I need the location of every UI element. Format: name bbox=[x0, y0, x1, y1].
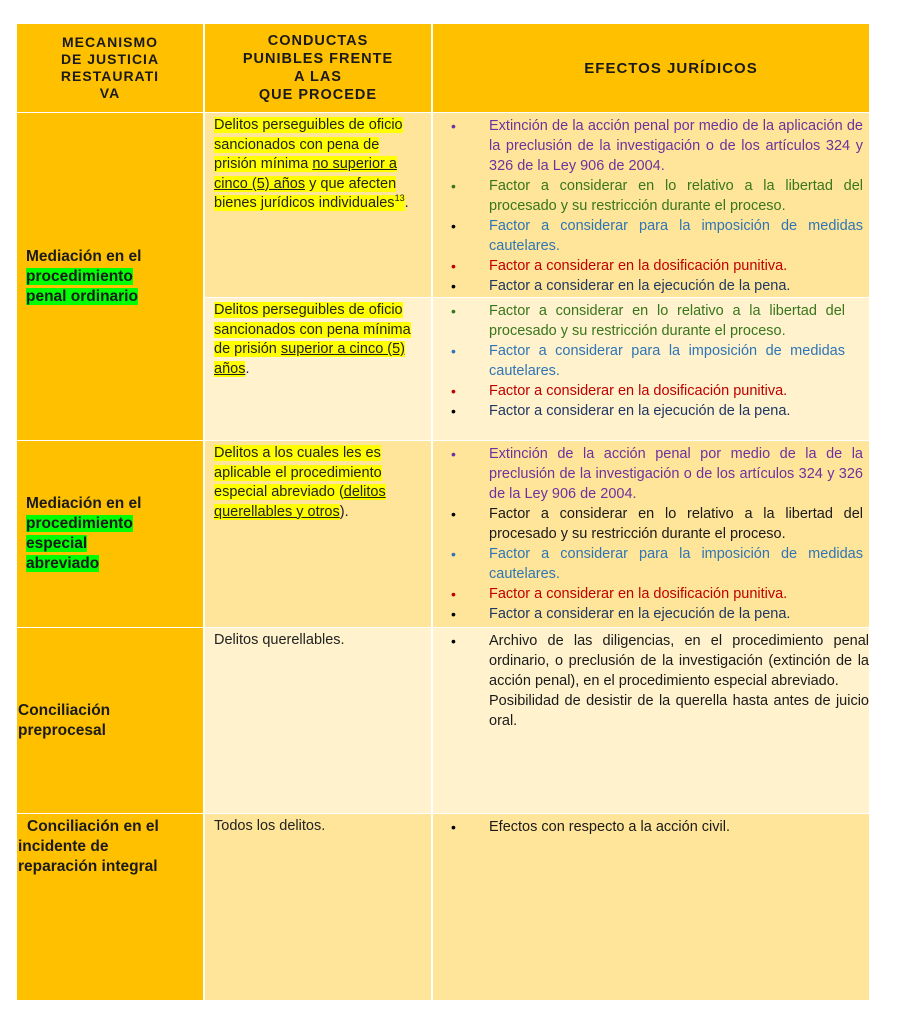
effects-list bbox=[451, 817, 863, 837]
header-conducts bbox=[205, 24, 431, 112]
mechanism-cell bbox=[17, 113, 203, 440]
footnote-ref[interactable]: 13 bbox=[394, 193, 405, 204]
effects-cell bbox=[433, 113, 869, 297]
effects-cell bbox=[433, 814, 869, 1000]
header-conducts-line: A LAS bbox=[294, 69, 342, 85]
effects-cell bbox=[433, 298, 869, 440]
effect-item: • Factor a considerar en la dosificación punitiva. bbox=[451, 586, 788, 602]
effect-item: • Archivo de las diligencias, en el procedimiento penal ordinario, o preclusión de la investigación (extinción de la acción penal), en el procedimiento especial abreviado. bbox=[451, 633, 869, 689]
effect-item: • Factor a considerar en lo relativo a la libertad del procesado y su restricción durante el proceso. bbox=[451, 506, 863, 542]
header-mechanism-line: VA bbox=[99, 85, 121, 101]
conducts-text: Todos los delitos. bbox=[214, 818, 326, 834]
bullet-icon: • bbox=[451, 258, 456, 274]
mechanism-label: Conciliación bbox=[18, 701, 111, 719]
effect-item: • Factor a considerar para la imposición de medidas cautelares. bbox=[451, 546, 863, 582]
effects-list bbox=[451, 444, 863, 624]
header-mechanism-line: DE JUSTICIA bbox=[60, 51, 160, 67]
header-mechanism-line: RESTAURATI bbox=[60, 68, 160, 84]
conducts-cell: Delitos perseguibles de oficio sancionados con pena de prisión mínima no superior a cinco (5) años y que afecten bienes jurídicos individuales$^{13}$. bbox=[205, 113, 431, 297]
header-effects: EFECTOS JURÍDICOS bbox=[433, 24, 869, 112]
bullet-icon: • bbox=[451, 633, 456, 649]
effect-item: • Factor a considerar en lo relativo a la libertad del procesado y su restricción durante el proceso. bbox=[451, 178, 863, 214]
bullet-icon: • bbox=[451, 546, 456, 562]
mechanism-label: preprocesal bbox=[18, 721, 106, 739]
bullet-icon: • bbox=[451, 303, 456, 319]
header-conducts-line: CONDUCTAS bbox=[267, 33, 369, 49]
effects-list bbox=[451, 116, 863, 296]
mechanism-label: reparación integral bbox=[18, 858, 158, 875]
mechanism-label-highlight: procedimiento bbox=[26, 267, 133, 285]
conducts-cell bbox=[205, 628, 431, 813]
conducts-text: Delitos a los cuales les es aplicable el procedimiento especial abreviado (delitos querellables y otros bbox=[214, 445, 386, 520]
effect-item: • Factor a considerar en la ejecución de la pena. bbox=[451, 403, 791, 419]
effect-item: • Factor a considerar para la imposición de medidas cautelares. bbox=[451, 343, 845, 379]
effects-cell bbox=[433, 628, 869, 813]
mechanism-cell bbox=[17, 628, 203, 813]
effect-item: • Efectos con respecto a la acción civil. bbox=[451, 819, 730, 835]
effect-item: • Extinción de la acción penal por medio de la de la preclusión de la investigación o de los artículos 324 y 326 de la Ley 906 de 2004. bbox=[451, 446, 863, 502]
effect-item: • Factor a considerar en la ejecución de la pena. bbox=[451, 278, 791, 294]
mechanism-label: incidente de bbox=[18, 838, 109, 855]
bullet-icon: • bbox=[451, 403, 456, 419]
effects-list bbox=[451, 301, 845, 421]
bullet-icon: • bbox=[451, 506, 456, 522]
header-conducts-line: PUNIBLES FRENTE bbox=[242, 51, 394, 67]
header-conducts-line: QUE PROCEDE bbox=[258, 87, 378, 103]
bullet-icon: • bbox=[451, 218, 456, 234]
mechanism-label: Mediación en el bbox=[26, 247, 142, 265]
bullet-icon: • bbox=[451, 446, 456, 462]
bullet-icon: • bbox=[451, 278, 456, 294]
bullet-icon: • bbox=[451, 383, 456, 399]
bullet-icon: • bbox=[451, 118, 456, 134]
effect-item: • Extinción de la acción penal por medio de la aplicación de la preclusión de la investigación o de los artículos 324 y 326 de la Ley 906 de 2004. bbox=[451, 118, 863, 174]
bullet-icon: • bbox=[451, 819, 456, 835]
conducts-text: Delitos querellables. bbox=[214, 632, 345, 648]
effect-item: • Factor a considerar en lo relativo a la libertad del procesado y su restricción durante el proceso. bbox=[451, 303, 845, 339]
conducts-text: Delitos perseguibles de oficio sancionados con pena de prisión mínima no superior a cinco (5) años y que afecten bienes jurídicos individuales$^{13}$ bbox=[214, 117, 405, 211]
conducts-text: Delitos perseguibles de oficio sancionados con pena mínima de prisión superior a cinco (5) años bbox=[214, 302, 411, 377]
mechanism-cell bbox=[17, 814, 203, 1000]
effects-list bbox=[451, 631, 869, 691]
mechanism-label: Mediación en el bbox=[26, 495, 142, 512]
mechanism-label-highlight: procedimiento bbox=[26, 515, 133, 532]
conducts-cell: Delitos a los cuales les es aplicable el procedimiento especial abreviado (delitos querellables y otros). bbox=[205, 441, 431, 627]
header-mechanism bbox=[17, 24, 203, 112]
effect-item: • Factor a considerar en la ejecución de la pena. bbox=[451, 606, 791, 622]
mechanism-cell bbox=[17, 441, 203, 627]
conducts-cell bbox=[205, 814, 431, 1000]
bullet-icon: • bbox=[451, 586, 456, 602]
header-mechanism-line: MECANISMO bbox=[61, 34, 159, 50]
effect-item: • Factor a considerar en la dosificación punitiva. bbox=[451, 258, 788, 274]
effect-item: • Factor a considerar en la dosificación punitiva. bbox=[451, 383, 788, 399]
mechanism-label: Conciliación en el bbox=[27, 818, 159, 835]
mechanism-label-highlight: especial bbox=[26, 535, 88, 552]
bullet-icon: • bbox=[451, 606, 456, 622]
effect-continuation: Posibilidad de desistir de la querella hasta antes de juicio oral. bbox=[489, 693, 869, 729]
mechanism-label-highlight: penal ordinario bbox=[26, 287, 138, 305]
restorative-justice-table bbox=[17, 24, 869, 1000]
bullet-icon: • bbox=[451, 343, 456, 359]
effects-cell bbox=[433, 441, 869, 627]
conducts-cell: Delitos perseguibles de oficio sancionados con pena mínima de prisión superior a cinco (5) años. bbox=[205, 298, 431, 440]
bullet-icon: • bbox=[451, 178, 456, 194]
effect-item: • Factor a considerar para la imposición de medidas cautelares. bbox=[451, 218, 863, 254]
mechanism-label-highlight: abreviado bbox=[26, 555, 100, 572]
